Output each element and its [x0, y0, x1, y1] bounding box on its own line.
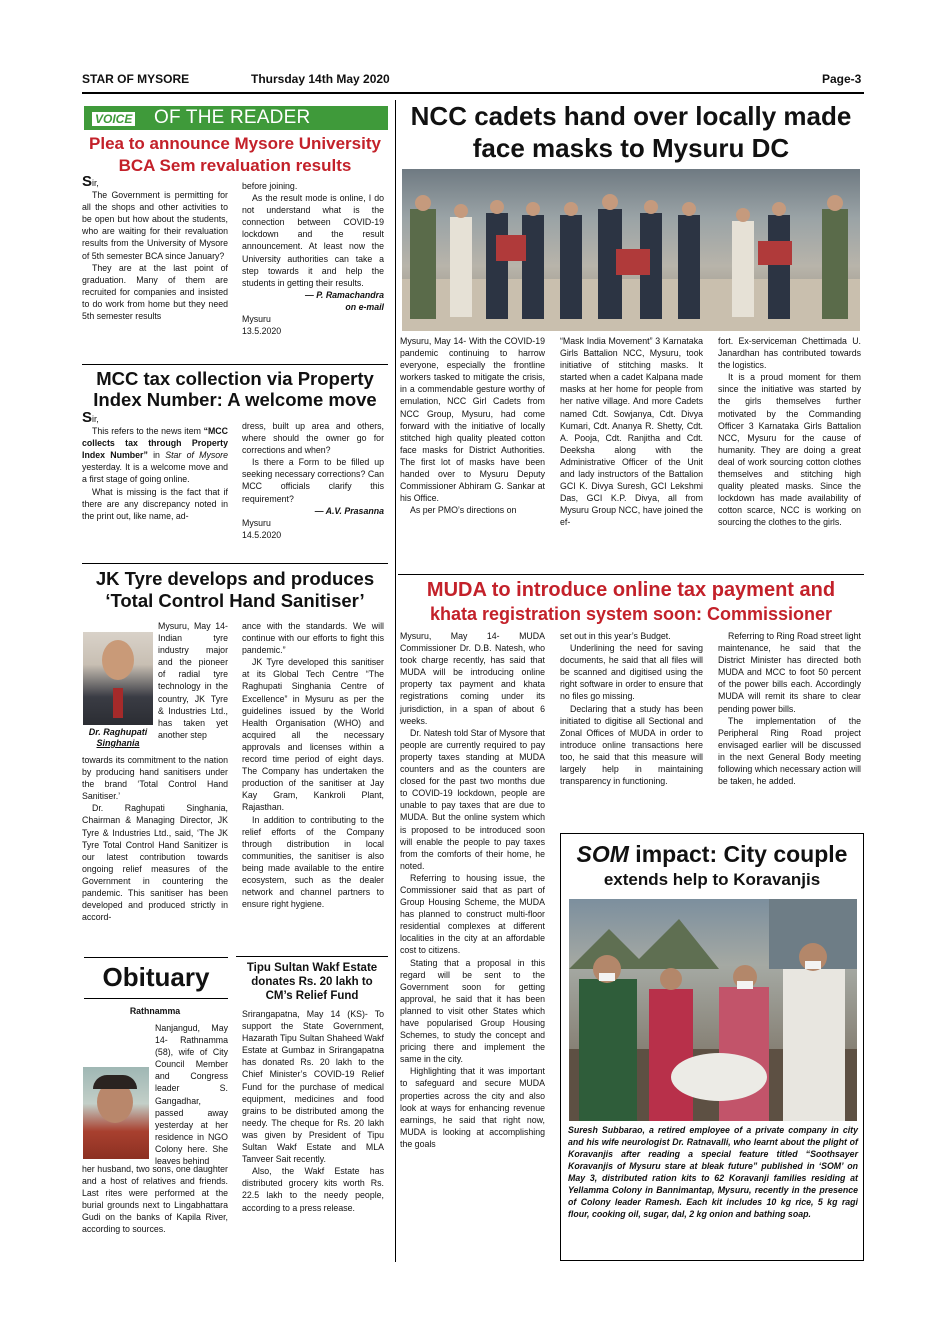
tipu-headline-line1: Tipu Sultan Wakf Estate — [246, 962, 378, 974]
muda-col-3 — [718, 630, 861, 787]
section-divider — [82, 563, 388, 564]
paragraph: What is missing is the fact that if there are any discrepancy noted in the print out, like name, ad- — [82, 486, 228, 521]
voice-headline — [82, 133, 388, 177]
ncc-headline-line2: face masks to Mysuru DC — [472, 133, 790, 163]
som-headline — [562, 840, 862, 892]
ncc-col-2 — [560, 335, 703, 529]
paragraph: “Mask India Movement” 3 Karnataka Girls Battalion NCC, Mysuru, took initiative of stitching masks. It started when a cadet Kalpana made masks at her home for people from her native village. And more Cadets named Cdt. Sowjanya, Cdt. Divya Kumari, Cdt. Ananya R. Shetty, Cdt. A. Pooja, Cdt. Ranjitha and Cdt. Deeksha along with the Administrative Officer of the Unit and lady instructors of the Battalion GCI K. Divya Suresh, GCI Lekshmi Das, GCI K.P. Divya, all from Mysuru Group NCC, have joined the ef- — [560, 336, 703, 528]
tipu-headline-line3: CM’s Relief Fund — [265, 990, 359, 1002]
obituary-title: Obituary — [102, 962, 210, 992]
voice-col-2 — [242, 180, 384, 337]
ncc-col-3 — [718, 335, 861, 529]
letter-place: Mysuru — [242, 517, 271, 528]
letter-date: 13.5.2020 — [242, 326, 282, 337]
paragraph: Nanjangud, May 14- Rathnamma (58), wife of City Council Member and Congress leader S. Gangadhar, passed away yesterday at her residence in NGO Colony here. She leaves behind — [155, 1023, 228, 1167]
mcc-headline-line2: Index Number: A welcome move — [93, 389, 377, 410]
paragraph: In addition to contributing to the relief efforts of the Company through distribution in local communities, the sanitiser is also being made available to the entire ecosystem, such as the dealer network and channel partners to ensure right hygiene. — [242, 814, 384, 910]
paragraph: Srirangapatna, May 14 (KS)- To support the State Government, Hazarath Tipu Sultan Shaheed Wakf Estate at Gumbaz in Srirangapatna has donated Rs. 20 lakh to the Chief Minister’s COVID-19 Relief Fund for the purchase of medical equipment, medicines and food grains to be distributed among the needy. The cheque for Rs. 20 lakh was given by President of Tipu Sultan Wakf Estate and MLA Tanveer Sait recently. — [242, 1009, 384, 1165]
paragraph: ance with the standards. We will continue with our efforts to fight this pandemic.” — [242, 621, 384, 656]
som-photo — [569, 899, 857, 1121]
paragraph: The implementation of the Peripheral Ring Road project envisaged earlier will be discussed in the next General Body meeting following which necessary action will be taken, he added. — [718, 715, 861, 787]
paragraph: set out in this year’s Budget. — [560, 631, 671, 641]
voice-banner — [84, 106, 388, 130]
paragraph: Referring to housing issue, the Commissioner said that as part of Group Housing Scheme, the MUDA has planned to construct multi-floor residential complexes at different localities in the city at an affordable cost to citizens. — [400, 872, 545, 956]
obituary-name: Rathnamma — [129, 1006, 181, 1016]
paragraph: fort. Ex-serviceman Chettimada U. Janardhan has contributed towards the logistics. — [718, 336, 861, 371]
tipu-col — [242, 1008, 384, 1214]
paragraph: Dr. Raghupati Singhania, Chairman & Managing Director, JK Tyre & Industries Ltd., said, ‘The JK Tyre Total Control Hand Sanitizer is our latest contribution towards ongoing relief measures of the Government in countering the pandemic. This sanitiser has been developed and produced strictly in accord- — [82, 803, 228, 923]
muda-headline — [398, 578, 864, 626]
hair-shape — [93, 1075, 137, 1089]
section-divider — [236, 956, 388, 957]
photo-name-line2: Singhania — [96, 738, 140, 748]
paragraph: Mysuru, May 14- MUDA Commissioner Dr. D.B. Natesh, who took charge recently, has said that MUDA will be introducing online property tax payment and khata registrations coming under its jurisdiction, in a span of about 6 weeks. — [400, 631, 545, 726]
paragraph: JK Tyre developed this sanitiser at its Global Tech Centre “The Raghupati Singhania Centre of Excellence” in Mysuru as per the guidelines issued by the World Health Organisation (WHO) and acquired all the necessary approvals and licenses within a record time period of eight days. The Company has undertaken the production of the sanitiser at Jay Kay Gram, Kankroli Plant, Rajasthan. — [242, 657, 384, 813]
muda-col-2 — [560, 630, 703, 787]
voice-headline-line2: BCA Sem revaluation results — [118, 156, 352, 175]
obituary-box — [84, 957, 228, 999]
section-divider — [398, 574, 864, 575]
newspaper-name: STAR OF MYSORE — [82, 72, 190, 86]
voice-headline-line1: Plea to announce Mysore University — [89, 134, 381, 153]
paragraph: her husband, two sons, one daughter and a host of relatives and friends. Last rites were performed at the burial grounds next to Lingabhattara Gudi on the banks of Kapila River, according to sources. — [82, 1164, 228, 1235]
ncc-headline-line1: NCC cadets hand over locally made — [410, 101, 852, 131]
paragraph: Referring to Ring Road street light maintenance, he said that the District Minister has directed both MUDA and MCC to foot 50 percent of the power bills each. Accordingly MUDA will remit its share to clear pending power bills. — [718, 631, 861, 714]
paragraph: Underlining the need for saving documents, he said that all files will be scanned and digitised using the right software in order to ensure that no files go missing. — [560, 643, 703, 702]
paragraph-text: This refers to the news item — [92, 426, 201, 437]
paragraph-text: yesterday. It is a welcome move and a first stage of going online. — [82, 462, 228, 485]
som-headline-line2: extends help to Koravanjis — [603, 870, 821, 889]
paragraph: As per PMO’s directions on — [410, 505, 517, 516]
paragraph: Mysuru, May 14- With the COVID-19 pandemic continuing to harrow everyone, especially the frontline workers tasked to mitigate the crisis, in a commendable gesture worthy of emulation, NCC Girl Cadets from NCC Group, Mysuru, had come forward with the initiative of locally stitched high quality pleated cotton face masks for District Authorities. The first lot of masks have been handed over to Mysuru Deputy Commissioner Abhiram G. Sankar at his Office. — [400, 336, 545, 504]
obituary-rest — [82, 1163, 228, 1236]
ncc-col-1 — [400, 335, 545, 516]
obituary-photo — [83, 1067, 149, 1159]
paragraph: Is there a Form to be filled up seeking necessary corrections? Can MCC officials clarify this requirement? — [242, 457, 384, 504]
jk-col-1-side — [158, 620, 228, 741]
paragraph: towards its commitment to the nation by producing hand sanitisers under the brand ‘Total Control Hand Sanitiser.’ — [82, 755, 228, 802]
letter-date: 14.5.2020 — [242, 529, 282, 540]
mcc-col-2 — [242, 420, 384, 541]
paragraph: As the result mode is online, I do not understand what is the connection between COVID-19 lockdown and the result announcement. At least now the University authorities can take a step towards it and help the students in getting their results. — [242, 193, 384, 288]
jk-chairman-photo — [83, 632, 153, 725]
paragraph: Dr. Natesh told Star of Mysore that people are currently required to pay property taxes standing at MUDA counters and as the counters are closed for the past two months due to COVID-19 lockdown, people are unable to pay taxes that are due to MUDA. But the online system which is proposed to be introduced soon will enable the people to pay taxes from the comforts of their home, he noted. — [400, 727, 545, 871]
muda-col-1 — [400, 630, 545, 1150]
jk-headline-line1: JK Tyre develops and produces — [95, 568, 375, 589]
paragraph: Also, the Wakf Estate has distributed grocery kits worth Rs. 22.5 lakh to the needy people, according to a press release. — [242, 1166, 384, 1213]
jk-col-2 — [242, 620, 384, 910]
paragraph-text: in — [147, 450, 166, 461]
letter-signature: — P. Ramachandra — [304, 289, 384, 300]
jk-headline-line2: ‘Total Control Hand Sanitiser’ — [105, 590, 365, 611]
mcc-headline-line1: MCC tax collection via Property — [96, 368, 374, 389]
som-photo-caption: Suresh Subbarao, a retired employee of a private company in city and his wife neurologist Dr. Ratnavalli, who learnt about the plight of Koravanjis after reading a special feature titled “Soothsayer Koravanjis of Mysuru stare at bleak future” published in ‘SOM’ on May 3, distributed ration kits to 62 Koravanji families residing at Yellamma Colony in Bannimantap, Mysuru, recently in the presence of Colony leader Ramesh. Each kit includes 10 kg rice, 5 kg ragi flour, cooking oil, sugar, dal, 2 kg onion and bathing soap. — [568, 1125, 858, 1219]
paragraph: dress, built up area and others, where should the owner go for corrections and when? — [242, 421, 384, 456]
paragraph: Mysuru, May 14- Indian tyre industry major and the pioneer of radial tyre technology in the country, JK Tyre & Industries Ltd., has taken yet another step — [158, 621, 228, 740]
som-photo-illustration — [569, 899, 857, 1121]
som-headline-emphasis: SOM — [576, 841, 629, 867]
voice-col-1 — [82, 173, 228, 322]
paragraph: They are at the last point of graduation. Many of them are recruited for companies and insisted to do work from home but they need 5th semester results — [82, 262, 228, 322]
photo-name-line1: Dr. Raghupati — [88, 727, 148, 737]
mcc-col-1 — [82, 409, 228, 522]
obituary-side — [155, 1022, 228, 1167]
publication-name: Star of Mysore — [165, 450, 228, 461]
section-divider — [82, 364, 388, 365]
muda-headline-line2: khata registration system soon: Commissioner — [429, 604, 833, 624]
paragraph: before joining. — [242, 181, 298, 191]
paragraph: Stating that a proposal in this regard will be sent to the Government soon for getting approval, he said that it has been planned to visit other States which have popularised Group Housing Schemes, to study the concept and pricing there and implement the same in the city. — [400, 957, 545, 1065]
ncc-headline — [398, 100, 864, 164]
page-number: Page-3 — [822, 72, 862, 86]
column-divider-main — [395, 100, 396, 1262]
jk-headline — [82, 568, 388, 612]
dropcap: S — [82, 173, 93, 190]
paragraph: The Government is permitting for all the shops and other activities to be open but how about the students, who are waiting for their revaluation results from the University of Mysore of 5th semester BCA since January? — [82, 190, 228, 261]
letter-signature-source: on e-mail — [345, 301, 384, 312]
paragraph: It is a proud moment for them since the initiative was started by the girls themselves further motivated by the Commanding Officer 3 Karnataka Girls Battalion NCC, Mysuru for the cause of humanity. They are doing a great deal of work sourcing cotton clothes themselves and stitching high quality pleated masks. Since the lockdown has made availability of cotton scarce, NCC is working on sourcing the clothes to the girls. — [718, 372, 861, 528]
voice-tag: VOICE — [92, 112, 135, 126]
paragraph: Highlighting that it was important to safeguard and secure MUDA properties across the city and also look at ways for enhancing revenue earnings, he said that right now, MUDA is looking at accomplishing the goals — [400, 1066, 545, 1149]
issue-date: Thursday 14th May 2020 — [251, 72, 390, 86]
ncc-group-photo — [402, 169, 860, 331]
quoted-item: “MCC collects tax through Property Index Number” — [82, 426, 228, 461]
som-headline-line1: impact: City couple — [628, 841, 848, 867]
tipu-headline-line2: donates Rs. 20 lakh to — [251, 976, 373, 988]
jk-col-1 — [82, 754, 228, 923]
tie-shape — [113, 688, 123, 718]
letter-place: Mysuru — [242, 314, 271, 325]
letter-signature: — A.V. Prasanna — [314, 505, 384, 516]
muda-headline-line1: MUDA to introduce online tax payment and — [426, 579, 836, 601]
dropcap: S — [82, 409, 93, 426]
paragraph: Declaring that a study has been initiated to digitise all Sectional and Zonal Offices of MUDA in order to introduce online transactions here too, he said that this measure will largely help in maintaining transparency in functioning. — [560, 703, 703, 787]
ncc-photo-illustration — [402, 169, 860, 331]
header-rule — [82, 92, 864, 94]
salutation: ir, — [92, 178, 99, 188]
salutation: ir, — [92, 414, 99, 424]
tipu-headline — [236, 961, 388, 1003]
voice-label: OF THE READER — [154, 107, 311, 128]
face-shape — [102, 640, 134, 680]
jk-photo-caption — [82, 727, 154, 749]
mcc-headline — [82, 368, 388, 410]
